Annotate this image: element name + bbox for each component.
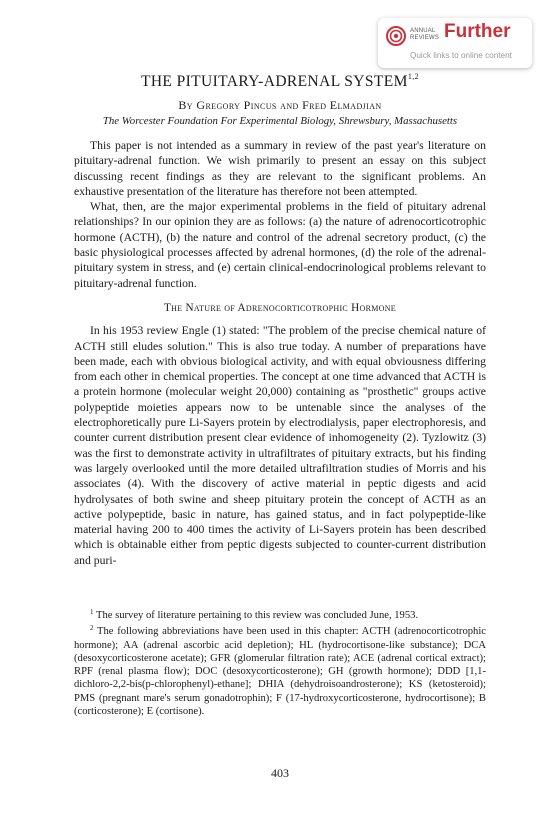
page-number: 403 xyxy=(271,766,289,780)
paragraph-problems: What, then, are the major experimental problems in the field of pituitary adrenal relationships? In our opinion they are as follows: (a) the nature of adrenocorticotrophic hormone (ACTH), (b) the nature and control of the adrenal secretory product, (c) the basic physiological processes affected by adrenal hormones, (d) the role of the adrenal-pituitary system in stress, and (e) certain clinical-endocrinological problems relevant to pituitary-adrenal function. xyxy=(74,200,486,290)
section-heading: The Nature of Adrenocorticotrophic Hormone xyxy=(164,301,396,314)
footnote-2-text: The following abbreviations have been used in this chapter: ACTH (adrenocorticotrophic hormone); AA (adrenal ascorbic acid depletion); HL (hydrocortisone-like substance); DCA (desoxycorticosterone acetate); GFR (glomerular filtration rate); ACE (adrenal cortical extract); RPF (renal plasma flow); DOC (desoxycorticosterone); GH (growth hormone); DDD [1,1-dichloro-2,2-bis(p-chlorophenyl)-ethane]; DHIA (dehydroisoandrosterone); KS (ketosteroid); PMS (pregnant mare's serum gonadotrophin); F (17-hydroxycorticosterone, hydrocortisone); B (corticosterone); E (cortisone). xyxy=(74,626,486,718)
footnote-1 xyxy=(74,606,486,622)
brand-line-1: ANNUAL xyxy=(410,28,436,34)
further-label: Further xyxy=(444,21,511,42)
article-title-text: THE PITUITARY-ADRENAL SYSTEM xyxy=(140,73,408,90)
further-subtitle: Quick links to online content xyxy=(410,51,512,60)
footnote-2-mark: 2 xyxy=(90,624,94,633)
further-link-badge[interactable] xyxy=(378,18,532,68)
paragraph-intro: This paper is not intended as a summary in review of the past year's literature on pituitary-adrenal function. We wish primarily to present an essay on this subject discussing recent findings as they are relevant to the significant problems. An exhaustive presentation of the literature has therefore not been attempted. xyxy=(74,139,486,198)
footnote-2 xyxy=(74,622,486,718)
footnotes xyxy=(74,606,486,718)
footnote-1-mark: 1 xyxy=(90,608,94,616)
article-authors: By Gregory Pincus and Fred Elmadjian xyxy=(178,98,382,112)
paragraph-acth: In his 1953 review Engle (1) stated: "The problem of the precise chemical nature of ACTH still eludes solution." This is also true today. A number of preparations have been made, each with obvious biological activity, and with equal obviousness differing from each other in chemical properties. The concept at one time advanced that ACTH is a protein hormone (molecular weight 20,000) containing as "prosthetic" groups active polypeptide moieties appears now to be untenable since the analyses of the electrophoretically pure Li-Sayers protein by electrodialysis, paper electrophoresis, and counter current distribution present clear evidence of inhomogeneity (2). Tyzlowitz (3) was the first to demonstrate activity in ultrafiltrates of pituitary extracts, but his finding was largely overlooked until the more detailed ultrafiltration studies of Morris and his associates (4). With the discovery of active material in peptic digests and acid hydrolysates of both swine and sheep pituitary protein the concept of ACTH as an active polypeptide, basic in nature, has gained status, and in fact polypeptide-like material having 200 to 400 times the activity of Li-Sayers protein has been described which is obtainable either from peptic digests subjected to counter-current distribution and puri- xyxy=(74,324,486,567)
annual-reviews-logo-icon xyxy=(386,26,406,46)
brand-line-2: REVIEWS xyxy=(410,34,440,41)
article-title xyxy=(0,72,560,91)
author-affiliation: The Worcester Foundation For Experimental Biology, Shrewsbury, Massachusetts xyxy=(102,115,458,127)
article-body xyxy=(74,138,486,568)
annual-reviews-wordmark xyxy=(410,28,439,41)
title-footnote-marks[interactable]: 1,2 xyxy=(407,72,420,81)
footnote-1-text: The survey of literature pertaining to this review was concluded June, 1953. xyxy=(95,610,419,621)
